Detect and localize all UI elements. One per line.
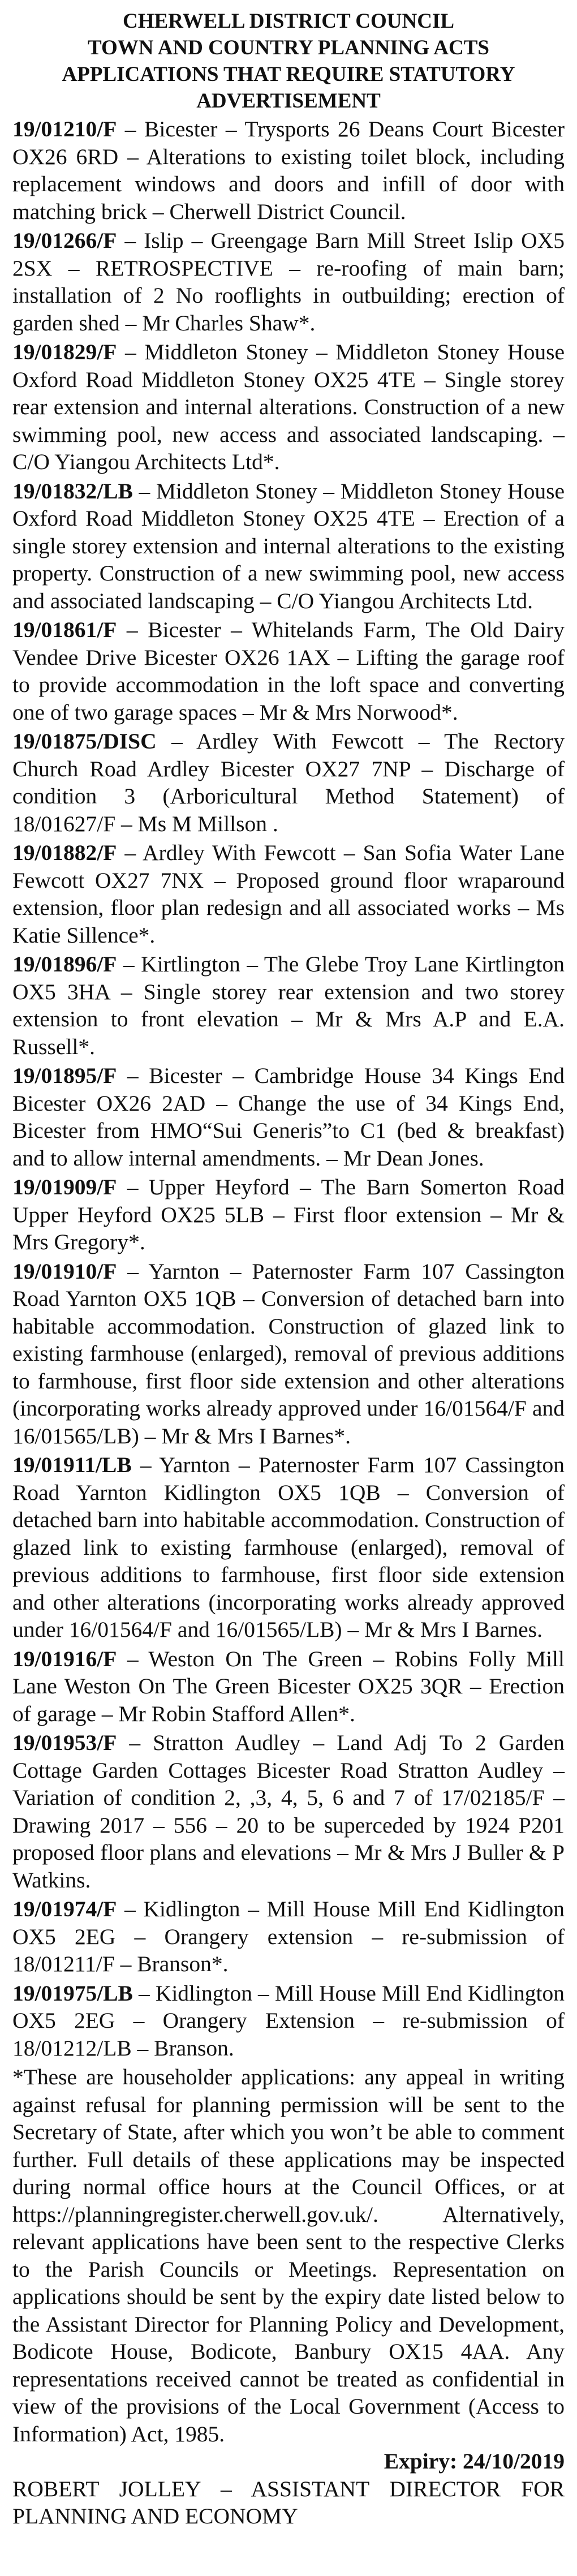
expiry-date: Expiry: 24/10/2019 bbox=[384, 2449, 565, 2474]
application-text: – Middleton Stoney – Middleton Stoney House Oxford Road Middleton Stoney OX25 4TE – Erection of a single storey extension and internal alterations to the existing property. Construction of a new swimming pool, new access and associated landscaping – C/O Yiangou Architects Ltd. bbox=[12, 478, 565, 613]
application-entry bbox=[12, 616, 565, 726]
heading-line-acts: TOWN AND COUNTRY PLANNING ACTS bbox=[87, 36, 489, 59]
application-text: – Yarnton – Paternoster Farm 107 Cassington Road Yarnton OX5 1QB – Conversion of detached barn into habitable accommodation. Construction of glazed link to existing farmhouse (enlarged), removal of previous additions to farmhouse, first floor side extension and other alterations (incorporating works already approved under 16/01564/F and 16/01565/LB) – Mr & Mrs I Barnes*. bbox=[12, 1258, 565, 1448]
application-text: – Yarnton – Paternoster Farm 107 Cassington Road Yarnton Kidlington OX5 1QB – Conversion of detached barn into habitable accommodation. Construction of glazed link to existing farmhouse (enlarged), removal of previous additions to farmhouse, first floor side extension and other alterations (incorporating works already approved under 16/01564/F and 16/01565/LB) – Mr & Mrs I Barnes. bbox=[12, 1452, 565, 1642]
application-entry bbox=[12, 338, 565, 476]
application-text: – Islip – Greengage Barn Mill Street Islip OX5 2SX – RETROSPECTIVE – re-roofing of main barn; installation of 2 No rooflights in outbuilding; erection of garden shed – Mr Charles Shaw*. bbox=[12, 228, 565, 336]
application-text: – Ardley With Fewcott – The Rectory Church Road Ardley Bicester OX27 7NP – Discharge of condition 3 (Arboricultural Method Statement) of 18/01627/F – Ms M Millson . bbox=[12, 729, 565, 836]
heading-line-council: CHERWELL DISTRICT COUNCIL bbox=[122, 10, 455, 33]
application-ref: 19/01974/F bbox=[12, 1896, 117, 1921]
application-ref: 19/01911/LB bbox=[12, 1452, 132, 1477]
application-ref: 19/01916/F bbox=[12, 1646, 117, 1671]
application-entry bbox=[12, 728, 565, 837]
application-ref: 19/01910/F bbox=[12, 1258, 117, 1284]
application-entry bbox=[12, 1062, 565, 1172]
application-ref: 19/01896/F bbox=[12, 952, 117, 977]
householder-footnote: *These are householder applications: any appeal in writing against refusal for planning permission will be sent to the Secretary of State, after which you won’t be able to comment further. Full details of these applications may be inspected during normal office hours at the Council Offices, or at https://planningregister.cherwell.gov.uk/. Alternatively, relevant applications have been sent to the respective Clerks to the Parish Councils or Meetings. Representation on applications should be sent by the expiry date listed below to the Assistant Director for Planning Policy and Development, Bodicote House, Bodicote, Banbury OX15 4AA. Any representations received cannot be treated as confidential in view of the provisions of the Local Government (Access to Information) Act, 1985. bbox=[12, 2065, 565, 2446]
application-ref: 19/01953/F bbox=[12, 1730, 117, 1755]
application-text: – Kidlington – Mill House Mill End Kidlington OX5 2EG – Orangery Extension – re-submission of 18/01212/LB – Branson. bbox=[12, 1980, 565, 2061]
application-ref: 19/01882/F bbox=[12, 840, 117, 865]
application-entry bbox=[12, 1645, 565, 1728]
application-entry bbox=[12, 115, 565, 225]
application-entry bbox=[12, 478, 565, 615]
application-ref: 19/01975/LB bbox=[12, 1980, 133, 2006]
application-entry bbox=[12, 1173, 565, 1256]
application-ref: 19/01895/F bbox=[12, 1063, 117, 1088]
heading-line-applications: APPLICATIONS THAT REQUIRE STATUTORY bbox=[62, 63, 515, 86]
application-ref: 19/01909/F bbox=[12, 1175, 117, 1199]
application-text: – Weston On The Green – Robins Folly Mill Lane Weston On The Green Bicester OX25 3QR – Erection of garage – Mr Robin Stafford Allen*. bbox=[12, 1646, 565, 1726]
application-ref: 19/01861/F bbox=[12, 617, 117, 642]
application-text: – Kirtlington – The Glebe Troy Lane Kirtlington OX5 3HA – Single storey rear extension and two storey extension to front elevation – Mr & Mrs A.P and E.A. Russell*. bbox=[12, 952, 565, 1059]
application-entry bbox=[12, 1451, 565, 1644]
application-ref: 19/01266/F bbox=[12, 228, 117, 253]
application-ref: 19/01875/DISC bbox=[12, 729, 157, 754]
application-text: – Bicester – Trysports 26 Deans Court Bicester OX26 6RD – Alterations to existing toilet block, including replacement windows and doors and infill of door with matching brick – Cherwell District Council. bbox=[12, 117, 565, 224]
application-entry bbox=[12, 1729, 565, 1894]
application-entry bbox=[12, 839, 565, 949]
application-entry bbox=[12, 1980, 565, 2062]
application-ref: 19/01210/F bbox=[12, 117, 117, 141]
application-text: – Bicester – Cambridge House 34 Kings End Bicester OX26 2AD – Change the use of 34 Kings End, Bicester from HMO“Sui Generis”to C1 (bed & breakfast) and to allow internal amendments. – Mr Dean Jones. bbox=[12, 1063, 565, 1171]
heading-line-advertisement: ADVERTISEMENT bbox=[196, 89, 381, 113]
application-ref: 19/01832/LB bbox=[12, 478, 133, 504]
application-text: – Stratton Audley – Land Adj To 2 Garden Cottage Garden Cottages Bicester Road Stratton Audley – Variation of condition 2, ,3, 4, 5, 6 and 7 of 17/02185/F – Drawing 2017 – 556 – 20 to be superceded by 1924 P201 proposed floor plans and elevations – Mr & Mrs J Buller & P Watkins. bbox=[12, 1730, 565, 1893]
application-ref: 19/01829/F bbox=[12, 339, 117, 364]
application-text: – Bicester – Whitelands Farm, The Old Dairy Vendee Drive Bicester OX26 1AX – Lifting the garage roof to provide accommodation in the loft space and converting one of two garage spaces – Mr & Mrs Norwood*. bbox=[12, 617, 565, 725]
application-entry bbox=[12, 951, 565, 1060]
application-text: – Middleton Stoney – Middleton Stoney House Oxford Road Middleton Stoney OX25 4TE – Single storey rear extension and internal alterations. Construction of a new swimming pool, new access and associated landscaping. – C/O Yiangou Architects Ltd*. bbox=[12, 339, 565, 474]
signoff: ROBERT JOLLEY – ASSISTANT DIRECTOR FOR PLANNING AND ECONOMY bbox=[12, 2476, 565, 2528]
application-entry bbox=[12, 227, 565, 337]
application-text: – Kidlington – Mill House Mill End Kidlington OX5 2EG – Orangery extension – re-submission of 18/01211/F – Branson*. bbox=[12, 1896, 565, 1976]
application-text: – Upper Heyford – The Barn Somerton Road Upper Heyford OX25 5LB – First floor extension – Mr & Mrs Gregory*. bbox=[12, 1175, 565, 1254]
application-entry bbox=[12, 1895, 565, 1978]
application-text: – Ardley With Fewcott – San Sofia Water Lane Fewcott OX27 7NX – Proposed ground floor wraparound extension, floor plan redesign and all associated works – Ms Katie Sillence*. bbox=[12, 840, 565, 948]
notice-heading bbox=[12, 8, 565, 114]
application-entry bbox=[12, 1258, 565, 1450]
